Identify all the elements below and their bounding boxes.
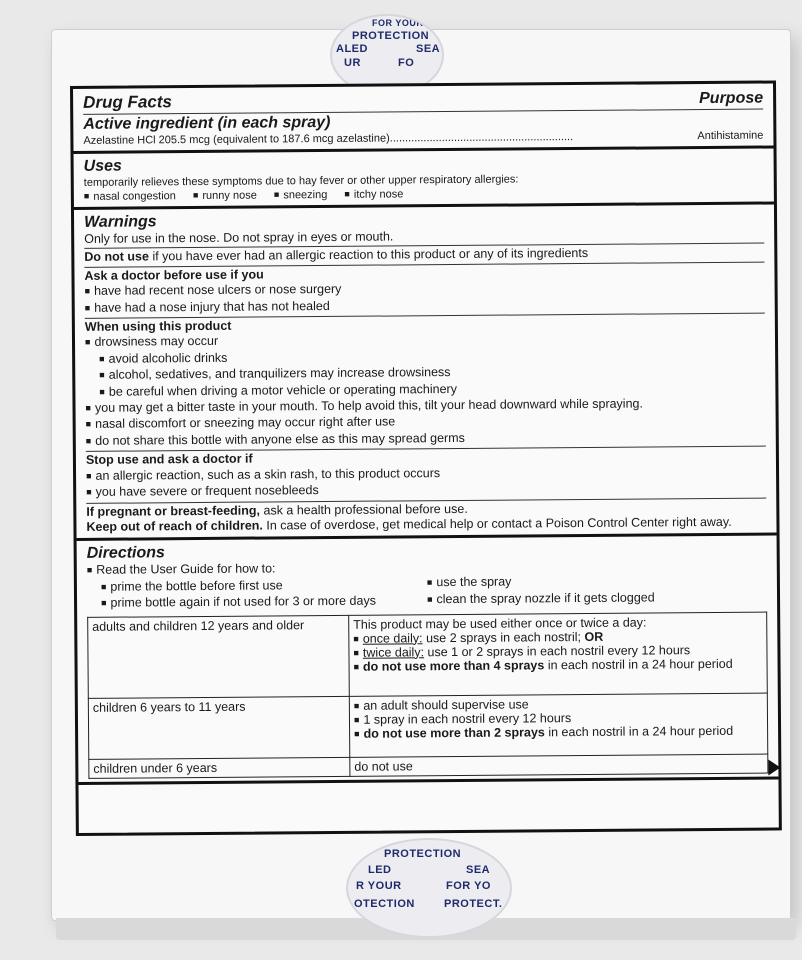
stop-use-item: ■ you have severe or frequent nosebleeds <box>86 480 766 502</box>
uses-item: ■ nasal congestion <box>84 190 176 203</box>
ask-doctor-heading: Ask a doctor before use if you <box>84 267 264 283</box>
uses-section <box>74 148 774 209</box>
drug-facts-panel <box>70 80 782 836</box>
seal-text: PROTECT. <box>444 898 503 910</box>
dosage-cell: This product may be used either once or twice a day: ■ once daily: use 2 sprays in each nostril; OR ■ twice daily: use 1 or 2 sprays in each nostril every 12 hours ■ do not use more than 4 sprays in each nostril in a 24 hour period <box>349 612 768 696</box>
seal-text: ALED <box>336 43 368 55</box>
ask-doctor-item: ■ have had a nose injury that has not healed <box>85 295 765 317</box>
directions-intro: ■ Read the User Guide for how to: <box>87 561 427 580</box>
bottom-seal-sticker <box>346 838 512 938</box>
guide-item: ■ clean the spray nozzle if it gets clogged <box>427 589 767 608</box>
uses-heading: Uses <box>83 157 122 175</box>
when-using-subitem: ■ be careful when driving a motor vehicle or operating machinery <box>85 379 765 401</box>
purpose-value: Antihistamine <box>697 129 764 143</box>
pregnancy-warning: If pregnant or breast-feeding, ask a health professional before use. <box>86 501 468 519</box>
active-ingredient-heading: Active ingredient (in each spray) <box>83 113 331 133</box>
seal-text: SEA <box>466 864 491 876</box>
directions-section <box>77 536 779 785</box>
uses-item: ■ itchy nose <box>344 188 403 200</box>
seal-text: PROTECTION <box>352 30 430 42</box>
age-group: children 6 years to 11 years <box>88 696 349 759</box>
seal-text: SEA <box>416 43 441 55</box>
uses-item: ■ runny nose <box>193 190 257 203</box>
warnings-nose-only: Only for use in the nose. Do not spray in eyes or mouth. <box>84 229 394 246</box>
ask-doctor-item: ■ have had recent nose ulcers or nose surgery <box>85 279 765 301</box>
table-row <box>88 612 768 698</box>
stop-use-item: ■ an allergic reaction, such as a skin rash, to this product occurs <box>86 463 766 485</box>
seal-text: FOR YOUR <box>372 18 424 28</box>
when-using-heading: When using this product <box>84 318 232 334</box>
age-group: adults and children 12 years and older <box>88 615 350 698</box>
seal-text: OTECTION <box>354 898 415 910</box>
dosage-table <box>87 611 768 778</box>
age-group: children under 6 years <box>89 757 350 778</box>
table-row <box>89 754 768 778</box>
drug-facts-title: Drug Facts <box>83 92 172 112</box>
seal-text: FOR YO <box>446 880 491 892</box>
when-using-item: ■ nasal discomfort or sneezing may occur right after use <box>86 412 766 434</box>
when-using-item: ■ drowsiness may occur <box>85 330 765 352</box>
guide-item: ■ prime the bottle before first use <box>87 577 427 596</box>
warnings-heading: Warnings <box>84 213 157 231</box>
dosage-cell: ■ an adult should supervise use ■ 1 spray in each nostril every 12 hours ■ do not use more than 2 sprays in each nostril in a 24 hour period <box>349 693 767 757</box>
seal-text: UR <box>344 57 361 69</box>
uses-intro: temporarily relieves these symptoms due to hay fever or other upper respiratory allergies: <box>83 173 519 189</box>
purpose-label: Purpose <box>699 89 764 108</box>
seal-text: PROTECTION <box>384 848 462 860</box>
table-row <box>88 693 767 759</box>
keep-out-of-reach: Keep out of reach of children. In case of overdose, get medical help or contact a Poison Control Center right away. <box>86 514 732 534</box>
drug-facts-header <box>73 83 773 153</box>
do-not-use: Do not use if you have ever had an allergic reaction to this product or any of its ingredients <box>84 246 589 265</box>
seal-text: FO <box>398 57 415 69</box>
when-using-item: ■ do not share this bottle with anyone else as this may spread germs <box>86 428 766 450</box>
directions-heading: Directions <box>86 544 165 563</box>
warnings-section <box>74 204 777 541</box>
seal-text: LED <box>368 864 392 876</box>
when-using-subitem: ■ alcohol, sedatives, and tranquilizers may increase drowsiness <box>85 363 765 385</box>
guide-item: ■ prime bottle again if not used for 3 or more days <box>87 593 427 612</box>
uses-item: ■ sneezing <box>274 189 328 201</box>
active-ingredient-text: Azelastine HCl 205.5 mcg (equivalent to 187.6 mcg azelastine)............................................................ <box>83 131 574 147</box>
when-using-subitem: ■ avoid alcoholic drinks <box>85 346 765 368</box>
continue-arrow-icon <box>768 759 780 775</box>
guide-item: ■ use the spray <box>427 573 767 592</box>
stop-use-heading: Stop use and ask a doctor if <box>85 451 253 468</box>
seal-text: R YOUR <box>356 880 402 892</box>
dosage-cell: do not use <box>350 754 768 776</box>
when-using-item: ■ you may get a bitter taste in your mouth. To help avoid this, tilt your head downward while spraying. <box>85 396 765 418</box>
